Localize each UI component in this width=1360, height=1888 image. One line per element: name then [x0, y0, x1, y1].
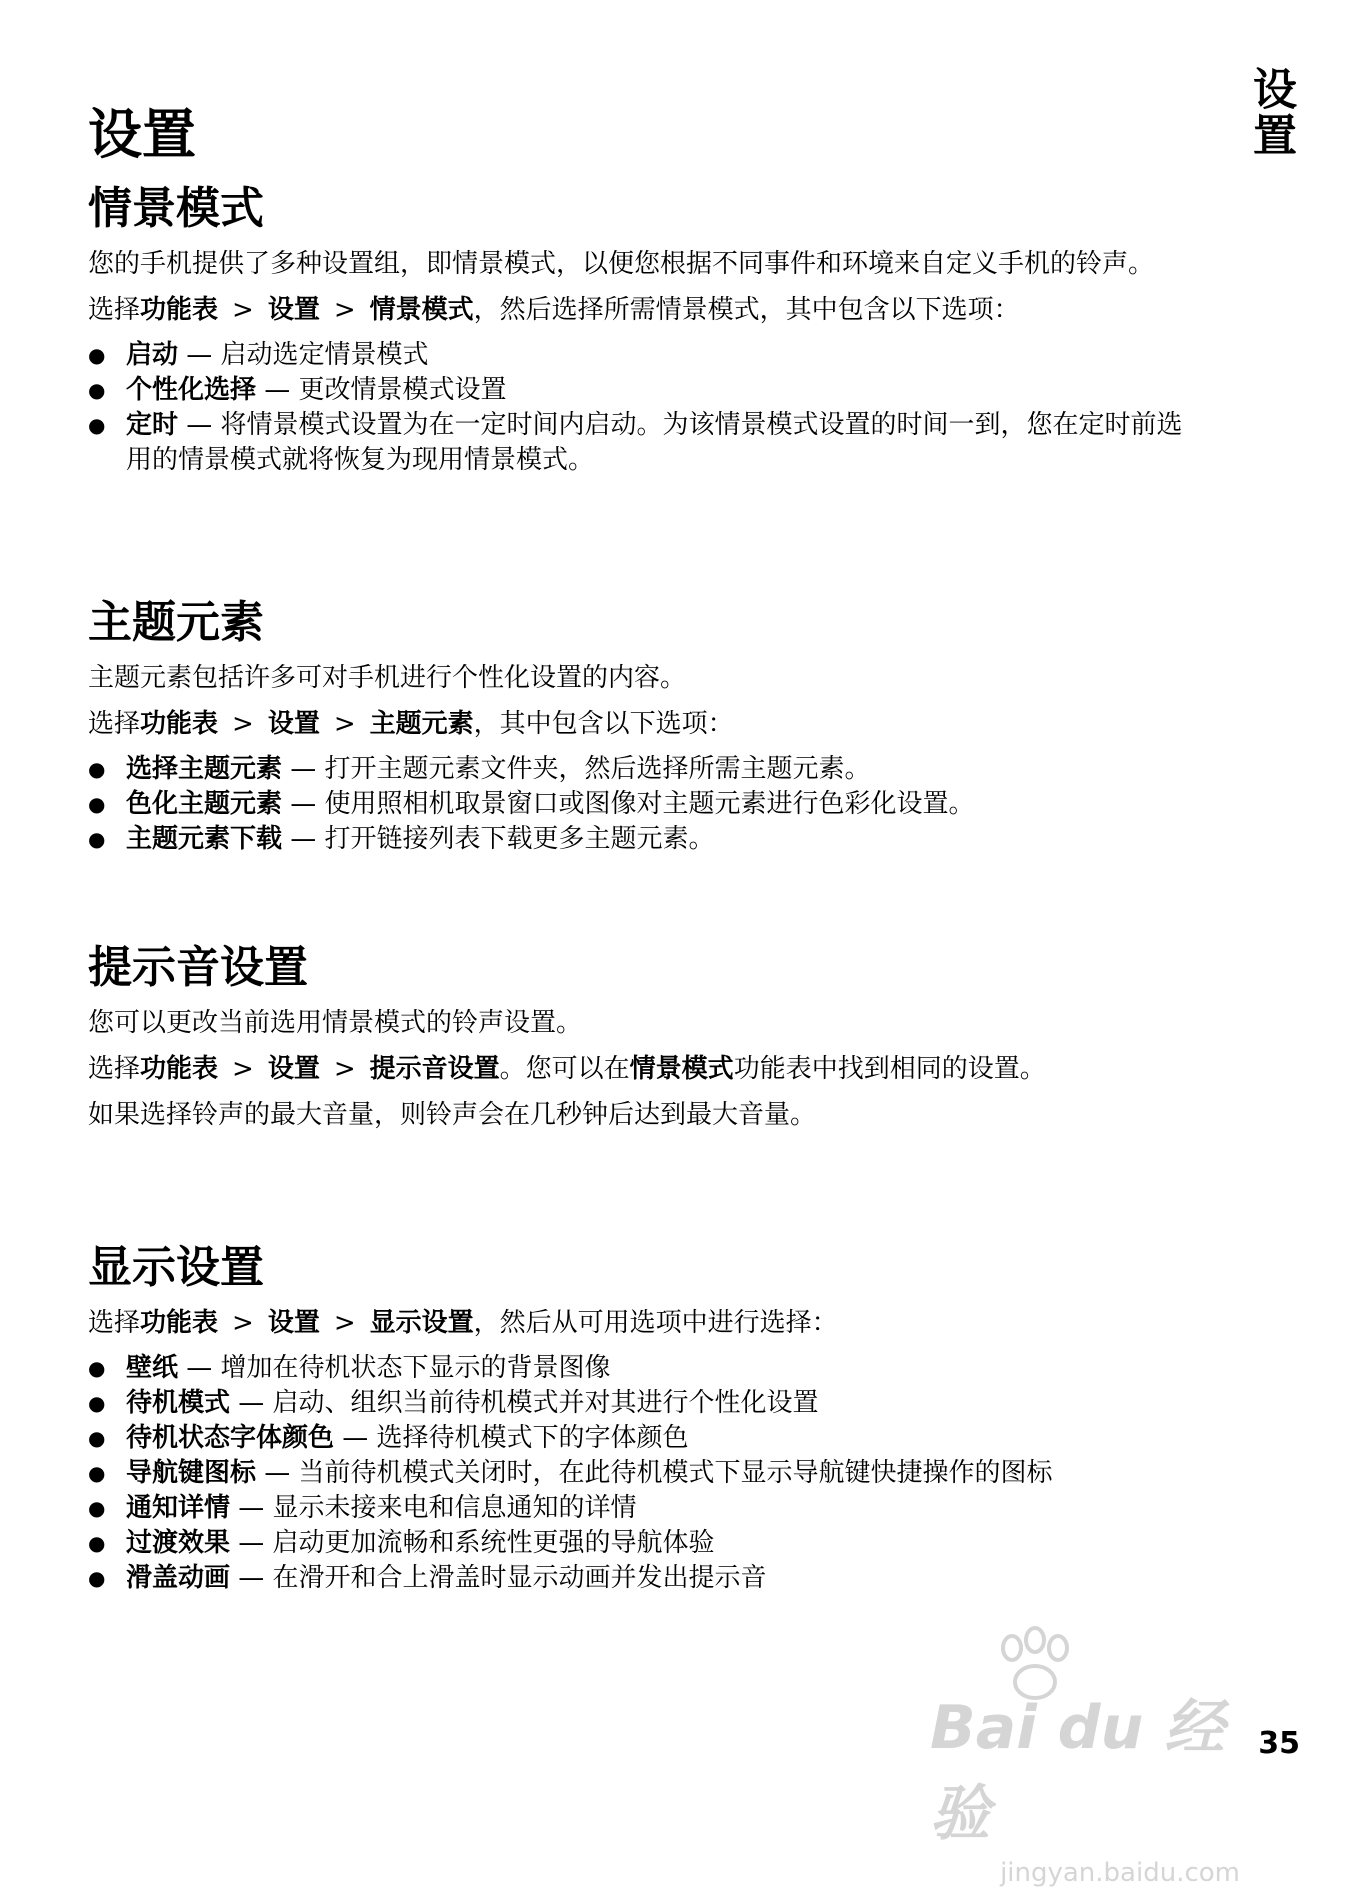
list-item: ● 壁纸 — 增加在待机状态下显示的背景图像: [88, 1351, 1208, 1386]
menu-path: 选择功能表 > 设置 > 情景模式，然后选择所需情景模式，其中包含以下选项：: [88, 295, 1020, 326]
watermark-logo: Bai du 经验: [930, 1693, 1225, 1849]
section-heading: 主题元素: [88, 597, 264, 648]
watermark-url: jingyan.baidu.com: [1000, 1858, 1240, 1888]
section-heading: 显示设置: [88, 1242, 264, 1293]
option-list: [88, 1351, 1208, 1596]
section-display: [88, 1242, 1208, 1596]
page-number: 35: [1258, 1726, 1300, 1761]
list-item: ● 色化主题元素 — 使用照相机取景窗口或图像对主题元素进行色彩化设置。: [88, 787, 1208, 822]
option-list: [88, 338, 1208, 478]
menu-path: 选择功能表 > 设置 > 显示设置，然后从可用选项中进行选择：: [88, 1308, 838, 1339]
list-item: ● 定时 — 将情景模式设置为在一定时间内启动。为该情景模式设置的时间一到，您在定时前选用的情景模式就将恢复为现用情景模式。: [88, 408, 1208, 478]
list-item: ● 启动 — 启动选定情景模式: [88, 338, 1208, 373]
list-item: ● 个性化选择 — 更改情景模式设置: [88, 373, 1208, 408]
option-list: [88, 752, 1208, 857]
side-tab-label: 设置: [1245, 66, 1296, 158]
section-intro: 您的手机提供了多种设置组，即情景模式，以便您根据不同事件和环境来自定义手机的铃声。: [88, 249, 1155, 280]
section-heading: 提示音设置: [88, 942, 308, 993]
list-item: ● 待机状态字体颜色 — 选择待机模式下的字体颜色: [88, 1421, 1208, 1456]
list-item: ● 选择主题元素 — 打开主题元素文件夹，然后选择所需主题元素。: [88, 752, 1208, 787]
page-title: 设置: [88, 103, 196, 166]
section-profiles: [88, 183, 1208, 478]
section-tones: [88, 942, 1208, 1143]
menu-path: 选择功能表 > 设置 > 主题元素，其中包含以下选项：: [88, 709, 734, 740]
section-intro: 主题元素包括许多可对手机进行个性化设置的内容。: [88, 663, 687, 694]
section-heading: 情景模式: [88, 183, 264, 234]
section-note: 如果选择铃声的最大音量，则铃声会在几秒钟后达到最大音量。: [88, 1100, 817, 1131]
menu-path: 选择功能表 > 设置 > 提示音设置。您可以在情景模式功能表中找到相同的设置。: [88, 1054, 1046, 1085]
section-intro: 您可以更改当前选用情景模式的铃声设置。: [88, 1008, 583, 1039]
section-themes: [88, 597, 1208, 857]
baidu-watermark: [930, 1680, 1260, 1888]
list-item: ● 导航键图标 — 当前待机模式关闭时，在此待机模式下显示导航键快捷操作的图标: [88, 1456, 1208, 1491]
list-item: ● 滑盖动画 — 在滑开和合上滑盖时显示动画并发出提示音: [88, 1561, 1208, 1596]
list-item: ● 过渡效果 — 启动更加流畅和系统性更强的导航体验: [88, 1526, 1208, 1561]
list-item: ● 通知详情 — 显示未接来电和信息通知的详情: [88, 1491, 1208, 1526]
list-item: ● 待机模式 — 启动、组织当前待机模式并对其进行个性化设置: [88, 1386, 1208, 1421]
paw-icon: [990, 1626, 1080, 1706]
list-item: ● 主题元素下载 — 打开链接列表下载更多主题元素。: [88, 822, 1208, 857]
